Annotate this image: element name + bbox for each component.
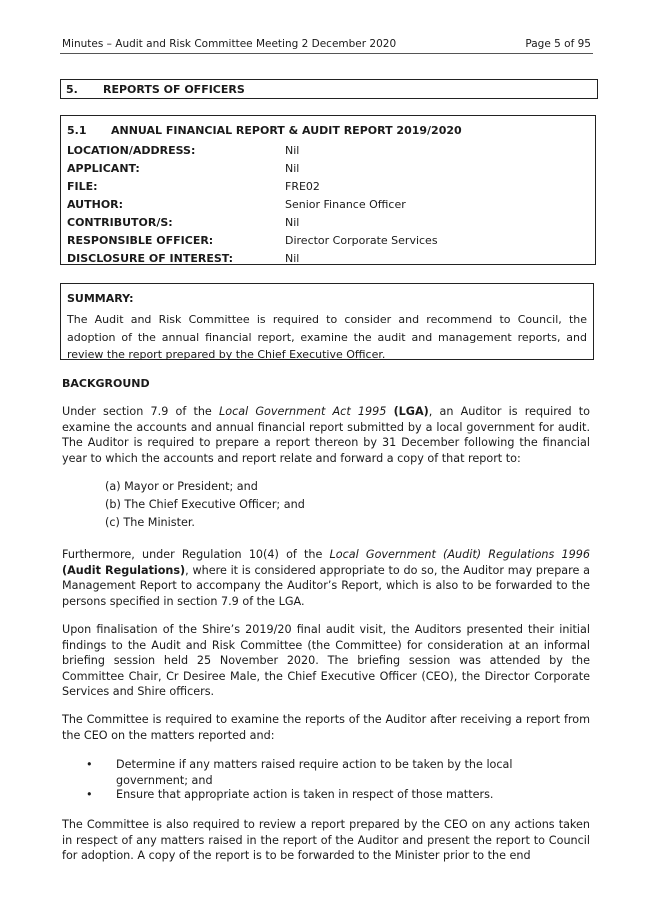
field-row-disclosure bbox=[67, 252, 587, 269]
field-label: CONTRIBUTOR/S: bbox=[67, 216, 173, 229]
bullet-icon: • bbox=[86, 758, 93, 771]
section-heading-box bbox=[60, 79, 598, 99]
text-run: , an Auditor is required to examine the accounts and annual financial report submitted by a local government for audit. The Auditor is required to prepare a report thereon by 31 December following the financial year to which the accounts and report relate and forward a copy of that report to: bbox=[62, 405, 590, 465]
lga-abbreviation: (LGA) bbox=[393, 405, 429, 418]
background-heading: BACKGROUND bbox=[62, 377, 150, 390]
item-title bbox=[67, 124, 462, 137]
summary-heading: SUMMARY: bbox=[67, 292, 134, 305]
item-details-box bbox=[60, 115, 596, 265]
field-label: DISCLOSURE OF INTEREST: bbox=[67, 252, 234, 265]
section-number: 5. bbox=[66, 83, 78, 96]
bullet-text: Ensure that appropriate action is taken in respect of those matters. bbox=[116, 788, 494, 801]
bullet-item bbox=[86, 757, 566, 789]
recipient-item: (a) Mayor or President; and bbox=[105, 480, 258, 493]
background-paragraph-2 bbox=[62, 547, 590, 609]
recipient-item: (c) The Minister. bbox=[105, 516, 195, 529]
item-title-text: ANNUAL FINANCIAL REPORT & AUDIT REPORT 2019/2020 bbox=[111, 124, 462, 137]
header-meeting-title: Minutes – Audit and Risk Committee Meeting 2 December 2020 bbox=[62, 38, 397, 50]
field-value: Nil bbox=[285, 144, 300, 157]
recipient-item: (b) The Chief Executive Officer; and bbox=[105, 498, 305, 511]
field-value: Director Corporate Services bbox=[285, 234, 438, 247]
regulation-title: Local Government (Audit) Regulations 1996 bbox=[329, 548, 590, 561]
bullet-icon: • bbox=[86, 788, 93, 801]
background-paragraph-1 bbox=[62, 404, 590, 466]
act-title: Local Government Act 1995 bbox=[219, 405, 387, 418]
text-run: , where it is considered appropriate to do so, the Auditor may prepare a Management Report to accompany the Auditor’s Report, which is also to be forwarded to the persons specified in section 7.9 of the LGA. bbox=[62, 563, 590, 608]
field-label: RESPONSIBLE OFFICER: bbox=[67, 234, 214, 247]
text-run: Under section 7.9 of the bbox=[62, 405, 219, 418]
field-row-author bbox=[67, 198, 587, 215]
item-number: 5.1 bbox=[67, 124, 87, 137]
field-label: AUTHOR: bbox=[67, 198, 124, 211]
bullet-item bbox=[86, 787, 566, 803]
audit-regulations-abbreviation: (Audit Regulations) bbox=[62, 563, 186, 577]
field-row-contributors bbox=[67, 216, 587, 233]
background-paragraph-3: Upon finalisation of the Shire’s 2019/20 final audit visit, the Auditors presented their initial findings to the Audit and Risk Committee (the Committee) for consideration at an informal briefing session held 25 November 2020. The briefing session was attended by the Committee Chair, Cr Desiree Male, the Chief Executive Officer (CEO), the Director Corporate Services and Shire officers. bbox=[62, 623, 590, 698]
field-value: Senior Finance Officer bbox=[285, 198, 406, 211]
field-value: Nil bbox=[285, 216, 300, 229]
text-run: Furthermore, under Regulation 10(4) of the bbox=[62, 548, 330, 561]
field-value: Nil bbox=[285, 162, 300, 175]
field-row-responsible-officer bbox=[67, 234, 587, 251]
field-row-file bbox=[67, 180, 587, 197]
field-value: Nil bbox=[285, 252, 300, 265]
bullet-text: Determine if any matters raised require action to be taken by the local government; and bbox=[116, 758, 513, 787]
background-paragraph-4: The Committee is required to examine the reports of the Auditor after receiving a report from the CEO on the matters reported and: bbox=[62, 713, 590, 742]
field-label: APPLICANT: bbox=[67, 162, 140, 175]
field-label: FILE: bbox=[67, 180, 98, 193]
summary-text: The Audit and Risk Committee is required to consider and recommend to Council, the adoption of the annual financial report, examine the audit and management reports, and review the report prepared by the Chief Executive Officer. bbox=[67, 313, 587, 361]
header-page-number: Page 5 of 95 bbox=[525, 38, 591, 50]
page-header bbox=[60, 38, 593, 54]
section-title: REPORTS OF OFFICERS bbox=[103, 83, 245, 96]
field-label: LOCATION/ADDRESS: bbox=[67, 144, 196, 157]
summary-box bbox=[60, 283, 594, 360]
background-paragraph-5: The Committee is also required to review a report prepared by the CEO on any actions taken in respect of any matters raised in the report of the Auditor and present the report to Council for adoption. A copy of the report is to be forwarded to the Minister prior to the end bbox=[62, 818, 590, 862]
text-run bbox=[386, 405, 393, 418]
field-value: FRE02 bbox=[285, 180, 320, 193]
field-row-location bbox=[67, 144, 587, 161]
field-row-applicant bbox=[67, 162, 587, 179]
